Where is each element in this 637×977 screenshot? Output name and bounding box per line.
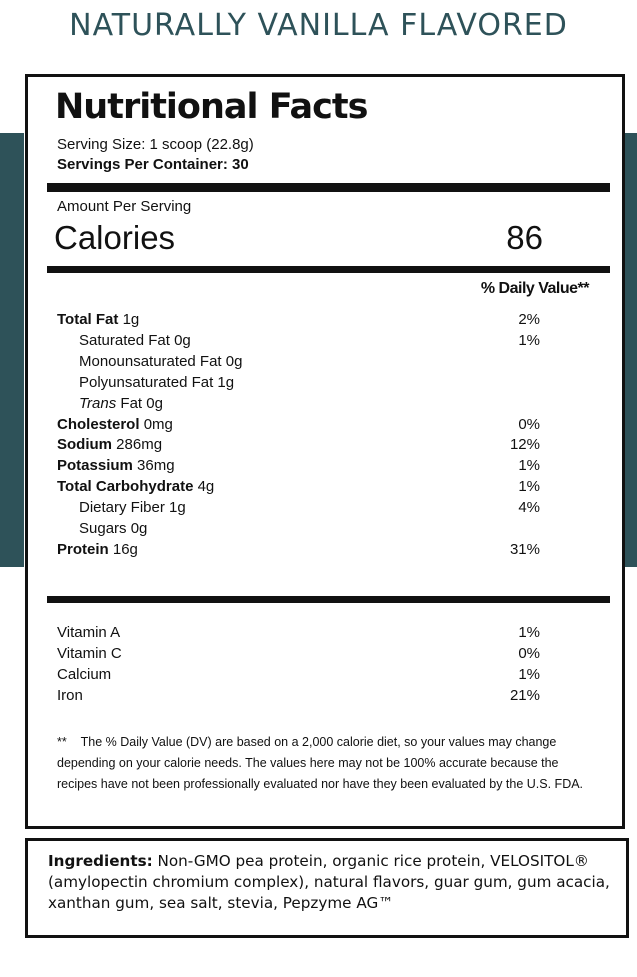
nutrient-amount: 0g bbox=[130, 520, 148, 537]
nutrient-amount: 0mg bbox=[143, 416, 173, 433]
nutrient-amount: 1g bbox=[169, 499, 186, 516]
nutrient-name: Sodium bbox=[57, 436, 112, 453]
nutrition-facts-panel bbox=[25, 74, 625, 829]
calories-label: Calories bbox=[54, 219, 176, 256]
nutrient-name: Cholesterol bbox=[57, 416, 140, 433]
vitamin-row-calcium bbox=[57, 664, 540, 685]
servings-per-container: Servings Per Container: 30 bbox=[57, 156, 249, 173]
nutrient-dv: 2% bbox=[518, 311, 540, 328]
nutrient-name: Trans bbox=[79, 395, 117, 412]
divider-medium bbox=[47, 266, 610, 273]
nutrient-row-dietary-fiber bbox=[57, 497, 540, 518]
vitamin-row-iron bbox=[57, 685, 540, 706]
daily-value-header: % Daily Value** bbox=[480, 280, 589, 297]
nutrient-name: Total Carbohydrate bbox=[57, 478, 194, 495]
nutrient-name: Sugars bbox=[79, 520, 127, 537]
vitamin-name: Vitamin A bbox=[57, 624, 121, 641]
nutrient-name-suffix: Fat bbox=[120, 395, 143, 412]
nutrient-row-total-fat bbox=[57, 309, 540, 330]
nutrient-name: Potassium bbox=[57, 457, 133, 474]
nutrient-row-protein bbox=[57, 539, 540, 560]
vitamin-name: Iron bbox=[57, 687, 83, 704]
ingredients-text: Non-GMO pea protein, organic rice protein, VELOSITOL® (amylopectin chromium complex), natural flavors, guar gum, gum acacia, xanthan gum, sea salt, stevia, Pepzyme AG™ bbox=[48, 852, 610, 912]
nutrient-name: Polyunsaturated Fat bbox=[79, 374, 214, 391]
nutrient-dv: 12% bbox=[509, 436, 540, 453]
nutrient-row-cholesterol bbox=[57, 414, 540, 435]
vitamin-row-a bbox=[57, 622, 540, 643]
panel-title: Nutritional Facts bbox=[55, 87, 368, 127]
nutrient-amount: 1g bbox=[217, 374, 235, 391]
teal-band-left bbox=[0, 133, 24, 567]
nutrient-dv: 1% bbox=[518, 332, 540, 349]
nutrient-row-polyunsaturated-fat bbox=[57, 372, 540, 393]
nutrient-dv: 1% bbox=[518, 457, 540, 474]
calories-value: 86 bbox=[506, 219, 543, 256]
nutrient-row-monounsaturated-fat bbox=[57, 351, 540, 372]
vitamin-dv: 1% bbox=[518, 624, 540, 641]
nutrient-row-trans-fat bbox=[57, 393, 540, 414]
daily-value-footnote: ** The % Daily Value (DV) are based on a 2,000 calorie diet, so your values may change depending on your calorie needs. The values here may not be 100% accurate because the recipes have not been professionally evaluated nor have they been evaluated by the U.S. FDA. bbox=[57, 735, 584, 791]
nutrient-dv: 1% bbox=[518, 478, 540, 495]
nutrient-name: Protein bbox=[57, 541, 109, 558]
divider-thick bbox=[47, 183, 610, 192]
nutrient-name: Dietary Fiber bbox=[79, 499, 165, 516]
nutrient-dv: 31% bbox=[509, 541, 540, 558]
ingredients-panel bbox=[25, 838, 629, 938]
nutrient-name: Saturated Fat bbox=[79, 332, 170, 349]
vitamin-dv: 1% bbox=[518, 666, 540, 683]
nutrient-amount: 36mg bbox=[137, 457, 175, 474]
nutrient-row-saturated-fat bbox=[57, 330, 540, 351]
nutrient-name: Monounsaturated Fat bbox=[79, 353, 222, 370]
serving-size: Serving Size: 1 scoop (22.8g) bbox=[57, 136, 254, 153]
ingredients-label: Ingredients: bbox=[48, 852, 153, 870]
nutrient-amount: 0g bbox=[174, 332, 191, 349]
nutrient-dv: 4% bbox=[518, 499, 540, 516]
nutrient-dv: 0% bbox=[518, 416, 540, 433]
vitamin-dv: 0% bbox=[518, 645, 540, 662]
nutrient-amount: 16g bbox=[112, 541, 138, 558]
nutrient-amount: 0g bbox=[225, 353, 243, 370]
vitamin-name: Calcium bbox=[57, 666, 112, 683]
nutrient-name: Total Fat bbox=[57, 311, 119, 328]
nutrient-amount: 1g bbox=[122, 311, 140, 328]
nutrient-row-potassium bbox=[57, 455, 540, 476]
nutrient-amount: 286mg bbox=[116, 436, 163, 453]
vitamin-row-c bbox=[57, 643, 540, 664]
nutrient-amount: 4g bbox=[197, 478, 215, 495]
nutrient-amount: 0g bbox=[146, 395, 163, 412]
nutrient-row-total-carbohydrate bbox=[57, 476, 540, 497]
nutrient-row-sugars bbox=[57, 518, 540, 539]
teal-band-right bbox=[625, 133, 637, 567]
amount-per-serving: Amount Per Serving bbox=[57, 198, 192, 215]
vitamin-dv: 21% bbox=[509, 687, 540, 704]
flavor-headline: NATURALLY VANILLA FLAVORED bbox=[69, 8, 568, 43]
nutrient-row-sodium bbox=[57, 434, 540, 455]
divider-medium-vitamins bbox=[47, 596, 610, 603]
vitamin-name: Vitamin C bbox=[57, 645, 122, 662]
